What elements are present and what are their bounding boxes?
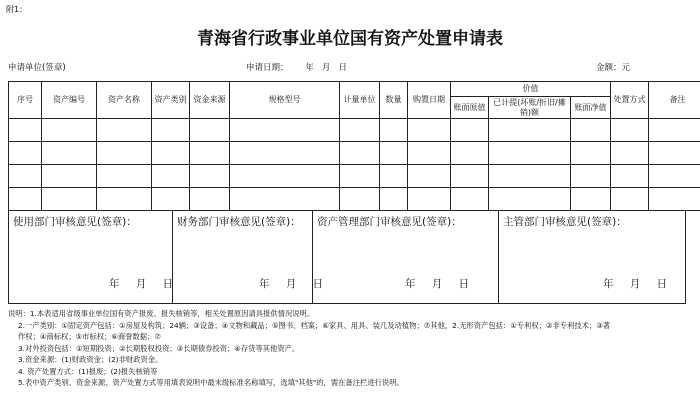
cell[interactable] — [97, 188, 152, 211]
cell[interactable] — [340, 165, 380, 188]
cell[interactable] — [152, 119, 190, 142]
apply-date — [246, 61, 347, 73]
cell[interactable] — [42, 188, 97, 211]
cell[interactable] — [230, 119, 340, 142]
cell[interactable] — [340, 142, 380, 165]
note-line: 作权；④商标权；⑤市标权；⑥商誉数据；⑦ — [18, 332, 161, 341]
cell[interactable] — [190, 165, 230, 188]
table-row — [9, 165, 700, 188]
cell[interactable] — [489, 188, 571, 211]
cell[interactable] — [190, 119, 230, 142]
col-asset-category: 资产类别 — [152, 82, 190, 119]
col-book-net: 账面净值 — [571, 97, 611, 119]
cell[interactable] — [230, 165, 340, 188]
table-row — [9, 142, 700, 165]
cell[interactable] — [230, 142, 340, 165]
cell[interactable] — [408, 142, 451, 165]
cell[interactable] — [649, 188, 700, 211]
applicant-unit-label: 申请单位(签章) — [8, 63, 66, 73]
cell[interactable] — [380, 142, 408, 165]
cell[interactable] — [152, 165, 190, 188]
note-line: 3.对外投资包括：①短期投资；②长期股权投资；③长期债券投资；④存货等其他资产。 — [18, 343, 300, 353]
cell[interactable] — [190, 188, 230, 211]
cell[interactable] — [152, 188, 190, 211]
col-remarks: 备注 — [649, 82, 700, 119]
form-title: 青海省行政事业单位国有资产处置申请表 — [197, 29, 503, 49]
asset-table — [8, 81, 700, 211]
apply-date-value: 年 月 日 — [305, 63, 347, 73]
cell[interactable] — [451, 165, 489, 188]
cell[interactable] — [571, 188, 611, 211]
cell[interactable] — [408, 188, 451, 211]
cell[interactable] — [408, 119, 451, 142]
col-spec-model: 规格型号 — [230, 82, 340, 119]
cell[interactable] — [380, 165, 408, 188]
cell[interactable] — [571, 119, 611, 142]
cell[interactable] — [489, 119, 571, 142]
cell[interactable] — [451, 142, 489, 165]
cell[interactable] — [611, 165, 649, 188]
table-row — [9, 188, 700, 211]
approval-finance-dept[interactable] — [173, 210, 324, 303]
approval-section — [8, 210, 686, 304]
cell[interactable] — [611, 142, 649, 165]
approval-supervisor-dept[interactable] — [499, 210, 685, 303]
approval-supervisor-dept-date: 年 月 日 — [603, 278, 668, 290]
cell[interactable] — [489, 142, 571, 165]
amount-label: 金额：元 — [596, 63, 631, 73]
cell[interactable] — [9, 142, 42, 165]
cell[interactable] — [152, 142, 190, 165]
apply-date-label: 申请日期： — [246, 63, 289, 73]
attachment-label: 附1： — [6, 5, 28, 14]
cell[interactable] — [97, 119, 152, 142]
approval-asset-mgmt-dept[interactable] — [313, 210, 499, 303]
cell[interactable] — [380, 119, 408, 142]
col-unit: 计量单位 — [340, 82, 380, 119]
approval-finance-dept-date: 年 月 日 — [259, 278, 324, 290]
approval-supervisor-dept-label: 主管部门审核意见(签章)： — [503, 216, 627, 228]
note-line: 4. 资产处置方式：(1)报废；(2)报失核销等 — [18, 366, 158, 376]
cell[interactable] — [97, 165, 152, 188]
approval-asset-mgmt-dept-date: 年 月 日 — [405, 278, 470, 290]
note-line: 5.表中资产类别、资金来源、资产处置方式等用填表说明中最末级标准名称填写，选填"其他"的，需在备注栏进行说明。 — [18, 378, 404, 387]
cell[interactable] — [190, 142, 230, 165]
col-quantity: 数量 — [380, 82, 408, 119]
cell[interactable] — [649, 165, 700, 188]
cell[interactable] — [571, 165, 611, 188]
cell[interactable] — [97, 142, 152, 165]
col-asset-no: 资产编号 — [42, 82, 97, 119]
approval-user-dept[interactable] — [9, 210, 173, 303]
cell[interactable] — [649, 142, 700, 165]
cell[interactable] — [340, 188, 380, 211]
cell[interactable] — [9, 188, 42, 211]
col-asset-name: 资产名称 — [97, 82, 152, 119]
table-row — [9, 119, 700, 142]
note-line: 3.资金来源：(1)财政资金；(2)非财政资金。 — [18, 355, 163, 364]
col-depreciation: 已计提(坏账/折旧/摊销)额 — [489, 97, 571, 119]
col-disposal-method: 处置方式 — [611, 82, 649, 119]
cell[interactable] — [649, 119, 700, 142]
approval-user-dept-label: 使用部门审核意见(签章)： — [13, 216, 137, 228]
cell[interactable] — [230, 188, 340, 211]
col-purchase-date: 购置日期 — [408, 82, 451, 119]
cell[interactable] — [42, 142, 97, 165]
col-book-original: 账面原值 — [451, 97, 489, 119]
cell[interactable] — [611, 119, 649, 142]
cell[interactable] — [611, 188, 649, 211]
cell[interactable] — [42, 119, 97, 142]
note-line: 2.一产类别：①固定资产包括：①房屋及构筑；24辆；③设备；④文物和藏品；⑤图书、档案；⑥家具、用具、装几及动植物；⑦其他，2.无形资产包括：①专利权；②非专利技术；③著 — [18, 320, 611, 330]
cell[interactable] — [9, 119, 42, 142]
cell[interactable] — [451, 119, 489, 142]
col-fund-source: 资金来源 — [190, 82, 230, 119]
cell[interactable] — [571, 142, 611, 165]
cell[interactable] — [408, 165, 451, 188]
note-line: 说明：1.本表适用省级事业单位国有资产报废、报失核销等，相关处置原因请具报供情况说明。 — [8, 309, 315, 318]
cell[interactable] — [380, 188, 408, 211]
cell[interactable] — [42, 165, 97, 188]
col-value-group: 价值 — [451, 82, 611, 97]
cell[interactable] — [451, 188, 489, 211]
notes-section — [8, 308, 694, 389]
cell[interactable] — [489, 165, 571, 188]
approval-asset-mgmt-dept-label: 资产管理部门审核意见(签章)： — [317, 216, 462, 228]
approval-user-dept-date: 年 月 日 — [109, 278, 174, 290]
cell[interactable] — [340, 119, 380, 142]
approval-finance-dept-label: 财务部门审核意见(签章)： — [177, 216, 301, 228]
col-seq: 序号 — [9, 82, 42, 119]
cell[interactable] — [9, 165, 42, 188]
